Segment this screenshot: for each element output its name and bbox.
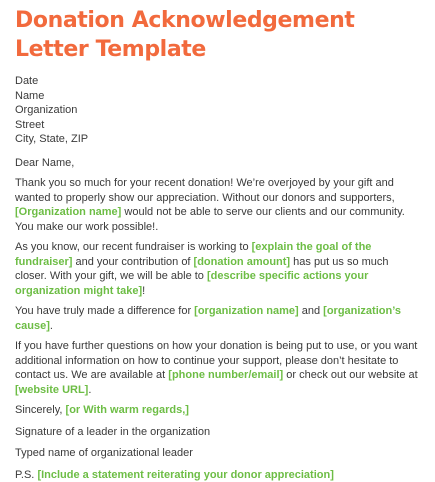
placeholder-postscript-statement: [Include a statement reiterating your donor appreciation] [37,469,333,481]
difference-paragraph [15,304,423,333]
fundraiser-paragraph [15,240,423,298]
closing-line [15,403,423,418]
placeholder-phone-email: [phone number/email] [168,369,283,381]
address-organization: Organization [15,103,423,118]
postscript-line [15,468,423,482]
placeholder-closing-alternative: [or With warm regards,] [66,404,189,416]
typed-name-line: Typed name of organizational leader [15,446,423,461]
address-street: Street [15,118,423,133]
contact-paragraph [15,339,423,397]
signature-line: Signature of a leader in the organization [15,425,423,440]
address-date: Date [15,74,423,89]
placeholder-specific-actions: [describe specific actions your organization might take] [15,270,368,297]
postscript-label: P.S. [15,469,37,481]
paragraph-text: or check out our website at [283,369,418,381]
paragraph-text: Thank you so much for your recent donation! We’re overjoyed by your gift and wanted to properly show our appreciation. Without our donors and supporters, [15,177,395,204]
paragraph-text: and your contribution of [72,256,193,268]
address-name: Name [15,89,423,104]
placeholder-organization-name: [Organization name] [15,206,121,218]
document-title [15,6,423,64]
document-title-line-2: Letter Template [15,35,423,64]
document-title-line-1: Donation Acknowledgement [15,6,423,35]
greeting: Dear Name, [15,156,423,171]
thank-you-paragraph [15,176,423,234]
closing-text: Sincerely, [15,404,66,416]
paragraph-text: has put us so much closer. With your gift, we will be able to [15,256,389,283]
placeholder-website-url: [website URL] [15,384,88,396]
paragraph-text: . [88,384,91,396]
paragraph-text: would not be able to serve our clients and our community. You make our work possible!. [15,206,405,233]
placeholder-organization-name: [organization name] [194,305,299,317]
placeholder-fundraiser-goal: [explain the goal of the fundraiser] [15,241,371,268]
paragraph-text: . [50,320,53,332]
paragraph-text: You have truly made a difference for [15,305,194,317]
paragraph-text: As you know, our recent fundraiser is working to [15,241,252,253]
paragraph-text: ! [142,285,145,297]
placeholder-donation-amount: [donation amount] [194,256,291,268]
address-block [15,74,423,147]
placeholder-organization-cause: [organization’s cause] [15,305,401,332]
paragraph-text: If you have further questions on how your donation is being put to use, or you want additional information on how to continue your support, please don’t hesitate to contact us. We are available at [15,340,417,381]
address-city-state-zip: City, State, ZIP [15,132,423,147]
paragraph-text: and [299,305,323,317]
